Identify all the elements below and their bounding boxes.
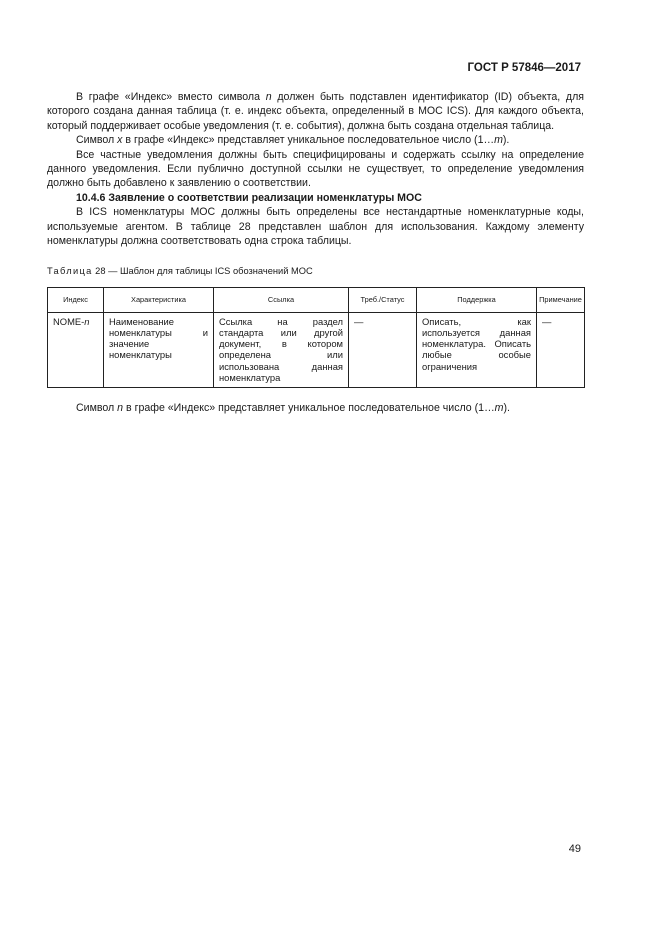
page-content	[47, 90, 584, 416]
table-caption	[47, 264, 584, 278]
text-run: в графе «Индекс» представляет уникальное последовательное число (1…	[122, 134, 495, 147]
cell-reference: Ссылка на раздел стандарта или другой документ, в котором определена или использована данная номенклатура	[214, 312, 349, 387]
paragraph-private-notifications: Все частные уведомления должны быть специфицированы и содержать ссылку на определение данного уведомления. Если публично доступной ссылки не существует, то определение уведомления должно быть добавлено к заявлению о соответствии.	[47, 148, 584, 190]
cell-index	[48, 312, 104, 387]
symbol-m: m	[494, 134, 503, 147]
symbol-n: n	[265, 91, 272, 103]
symbol-x: x	[117, 134, 123, 147]
column-header-index: Индекс	[48, 287, 104, 312]
cell-characteristic: Наименование номенклатуры и значение номенклатуры	[104, 312, 214, 387]
paragraph-index-substitution	[47, 90, 584, 133]
text-run: NOME-	[53, 315, 85, 327]
document-id: ГОСТ Р 57846—2017	[467, 62, 581, 74]
symbol-m: m	[494, 402, 504, 415]
text-run: в графе «Индекс» представляет уникальное последовательное число (1…	[123, 402, 495, 415]
text-run: В графе «Индекс» вместо символа	[76, 91, 266, 103]
cell-note: —	[537, 312, 585, 387]
symbol-n: n	[84, 315, 90, 327]
text-run: Символ	[76, 402, 118, 415]
ics-template-table	[47, 287, 585, 388]
text-run: ).	[502, 134, 510, 147]
text-run: должен быть подставлен идентификатор (ID) объекта, для которого создана данная таблица (т. е. индекс объекта, определенный в МОС ICS). Для каждого объекта, который поддерживает особые уведомления (т. е. события), должна быть создана отдельная таблица.	[47, 91, 584, 132]
section-heading: 10.4.6 Заявление о соответствии реализации номенклатуры МОС	[76, 191, 422, 204]
paragraph-after-table	[47, 401, 584, 415]
caption-label: Таблица	[47, 266, 93, 277]
paragraph-symbol-x	[47, 133, 584, 147]
cell-support: Описать, как используется данная номенклатура. Описать любые особые ограничения	[417, 312, 537, 387]
text-run: ).	[503, 402, 510, 415]
page-number: 49	[568, 843, 581, 855]
caption-text: 28 — Шаблон для таблицы ICS обозначений МОС	[92, 266, 313, 277]
symbol-n: n	[117, 402, 124, 415]
column-header-characteristic: Характеристика	[104, 287, 214, 312]
column-header-support: Поддержка	[417, 287, 537, 312]
column-header-note: Примечание	[537, 287, 585, 312]
table-row	[48, 312, 585, 387]
table-header-row	[48, 287, 585, 312]
cell-status: —	[349, 312, 417, 387]
column-header-status: Треб./Статус	[349, 287, 417, 312]
column-header-reference: Ссылка	[214, 287, 349, 312]
text-run: Символ	[76, 134, 118, 147]
paragraph-nomenclature: В ICS номенклатуры МОС должны быть определены все нестандартные номенклатурные коды, используемые агентом. В таблице 28 представлен шаблон для использования. Каждому элементу номенклатуры должна соответствовать одна строка таблицы.	[47, 206, 584, 248]
